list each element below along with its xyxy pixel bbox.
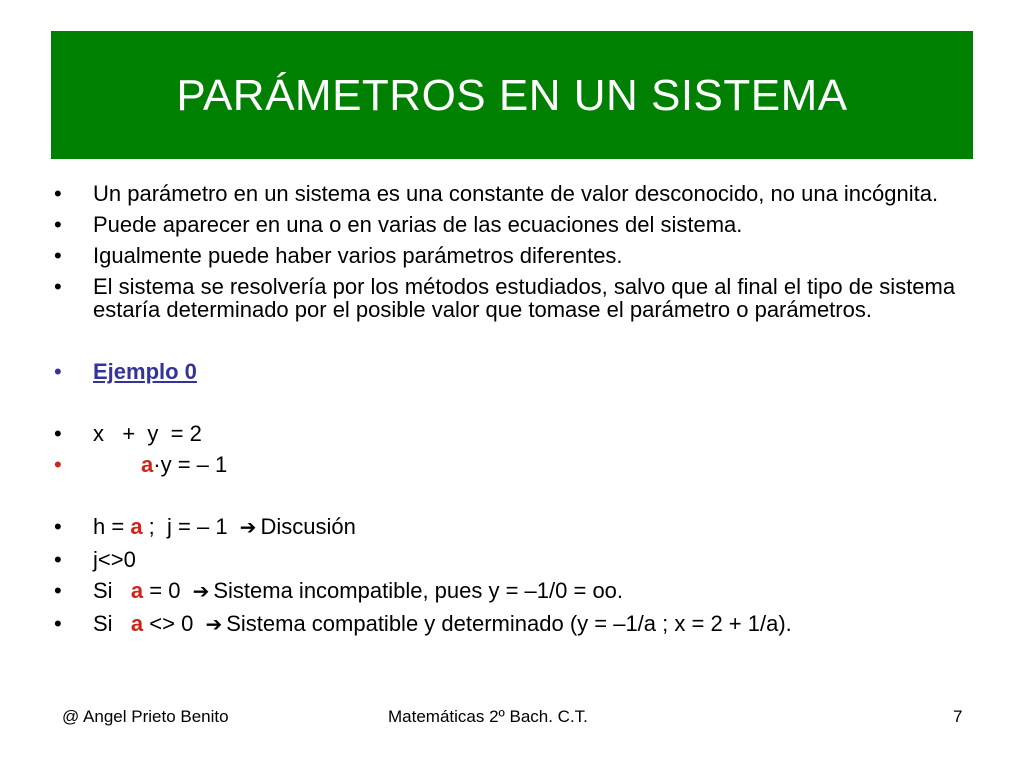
arrow-right-icon: ➔ bbox=[192, 581, 210, 603]
analysis-line-4 bbox=[93, 611, 792, 636]
text-fragment: ; j = – 1 bbox=[142, 514, 234, 539]
bullet-glyph: • bbox=[54, 421, 62, 446]
analysis-line bbox=[54, 612, 974, 637]
bullet-glyph: • bbox=[54, 212, 62, 237]
bullet-glyph: • bbox=[54, 243, 62, 268]
text-fragment: Sistema incompatible, pues y = –1/0 = oo. bbox=[213, 578, 624, 603]
list-item bbox=[54, 182, 974, 205]
arrow-right-icon: ➔ bbox=[239, 517, 257, 539]
equation-2-rest: ·y = – 1 bbox=[153, 452, 228, 477]
ejemplo-link[interactable]: Ejemplo 0 bbox=[93, 359, 197, 384]
parameter-a: a bbox=[130, 611, 144, 636]
list-item-text: El sistema se resolvería por los métodos estudiados, salvo que al final el tipo de sistema estaría determinado por el posible valor que tomase el parámetro o parámetros. bbox=[93, 274, 956, 322]
parameter-a: a bbox=[130, 578, 144, 603]
list-item bbox=[54, 275, 974, 321]
footer-author: @ Angel Prieto Benito bbox=[62, 707, 229, 726]
bullet-glyph: • bbox=[54, 359, 62, 384]
parameter-a: a bbox=[141, 452, 154, 477]
analysis-line-3 bbox=[93, 578, 623, 603]
text-fragment: Si bbox=[93, 578, 131, 603]
text-fragment: <> 0 bbox=[143, 611, 200, 636]
bullet-glyph: • bbox=[54, 181, 62, 206]
text-fragment: h = bbox=[93, 514, 131, 539]
bullet-glyph: • bbox=[54, 274, 62, 299]
text-fragment: Sistema compatible y determinado (y = –1/a ; x = 2 + 1/a). bbox=[226, 611, 792, 636]
arrow-right-icon: ➔ bbox=[205, 614, 223, 636]
list-item-text: Un parámetro en un sistema es una constante de valor desconocido, no una incógnita. bbox=[93, 181, 939, 206]
slide-title: PARÁMETROS EN UN SISTEMA bbox=[176, 71, 848, 120]
analysis-line bbox=[54, 515, 974, 540]
equation-line bbox=[54, 453, 974, 476]
equation-1: x + y = 2 bbox=[93, 421, 202, 446]
analysis-line-2: j<>0 bbox=[93, 547, 136, 572]
text-fragment: = 0 bbox=[143, 578, 187, 603]
bullet-glyph: • bbox=[54, 514, 62, 539]
analysis-line bbox=[54, 579, 974, 604]
bullet-glyph: • bbox=[54, 578, 62, 603]
footer-course: Matemáticas 2º Bach. C.T. bbox=[388, 707, 588, 726]
bullet-glyph: • bbox=[54, 611, 62, 636]
list-item bbox=[54, 213, 974, 236]
page-number: 7 bbox=[953, 707, 963, 726]
bullet-glyph: • bbox=[54, 547, 62, 572]
equation-line bbox=[54, 422, 974, 445]
list-item-text: Igualmente puede haber varios parámetros diferentes. bbox=[93, 243, 623, 268]
parameter-a: a bbox=[130, 514, 143, 539]
text-fragment: Discusión bbox=[260, 514, 356, 539]
analysis-line-1 bbox=[93, 514, 356, 539]
title-banner bbox=[51, 31, 973, 159]
bullet-list bbox=[54, 182, 974, 637]
equation-2 bbox=[93, 453, 227, 476]
text-fragment: Si bbox=[93, 611, 131, 636]
analysis-line bbox=[54, 548, 974, 571]
list-item bbox=[54, 244, 974, 267]
list-item bbox=[54, 360, 974, 383]
list-item-text: Puede aparecer en una o en varias de las ecuaciones del sistema. bbox=[93, 212, 743, 237]
bullet-glyph: • bbox=[54, 452, 62, 477]
